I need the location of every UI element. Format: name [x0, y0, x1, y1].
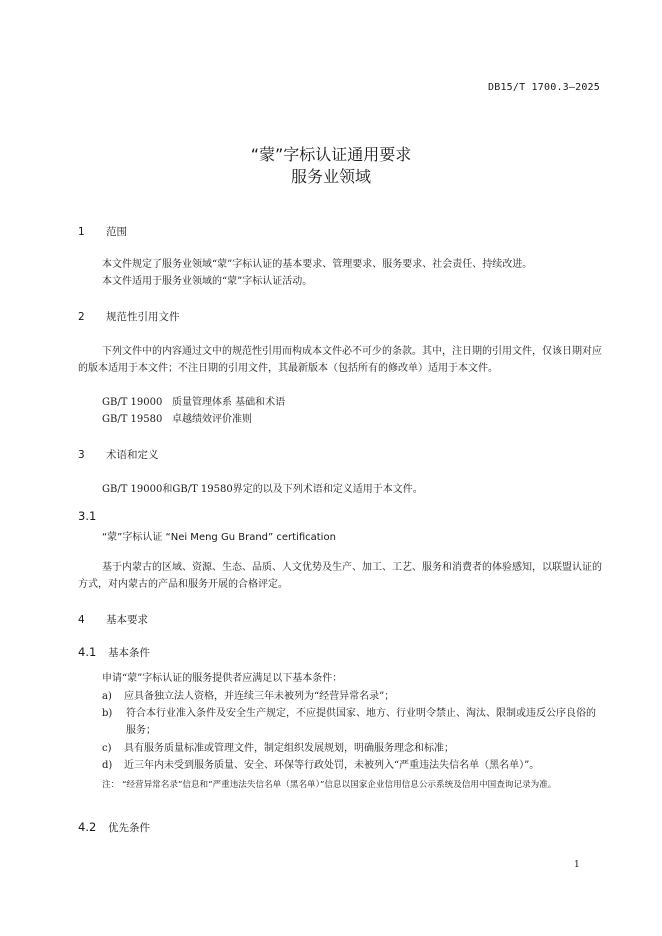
section-number: 3 — [78, 449, 85, 461]
list-marker: a) — [102, 691, 112, 702]
terms-intro-paragraph: GB/T 19000和GB/T 19580界定的以及下列术语和定义适用于本文件。 — [102, 484, 423, 495]
list-item-text: 近三年内未受到服务质量、安全、环保等行政处罚，未被列入“严重违法失信名单（黑名单）”。 — [124, 760, 540, 771]
reference-code: GB/T 19000 — [102, 397, 163, 408]
subsection-title: 基本条件 — [108, 647, 150, 659]
list-item-text: 具有服务质量标准或管理文件，制定组织发展规划，明确服务理念和标准； — [124, 743, 454, 754]
reference-entry — [102, 411, 252, 428]
term-definition: 基于内蒙古的区域、资源、生态、品质、人文优势及生产、加工、工艺、服务和消费者的体验感知，以联盟认证的方式，对内蒙古的产品和服务开展的合格评定。 — [78, 562, 602, 590]
document-subtitle: 服务业领域 — [290, 167, 371, 186]
list-marker: c) — [102, 743, 112, 754]
subsection-title: 优先条件 — [108, 822, 150, 834]
section-title: 术语和定义 — [106, 449, 159, 461]
list-marker: b) — [102, 708, 113, 719]
term-entry: “蒙”字标认证 “Nei Meng Gu Brand” certification — [102, 532, 336, 543]
basic-conditions-intro: 申请“蒙”字标认证的服务提供者应满足以下基本条件： — [102, 673, 343, 684]
subsection-number: 4.1 — [78, 645, 97, 659]
list-item-text: 符合本行业准入条件及安全生产规定，不应提供国家、地方、行业明令禁止、淘汰、限制或违反公序良俗的服务； — [126, 708, 596, 736]
subsection-4-2-heading — [78, 820, 150, 835]
note-text: “经营异常名录”信息和“严重违法失信名单（黑名单）”信息以国家企业信用信息公示系统及信用中国查询记录为准。 — [122, 780, 557, 790]
section-number: 4 — [78, 614, 85, 626]
subsection-number: 4.2 — [78, 820, 97, 834]
page-number: 1 — [574, 860, 580, 870]
section-title: 基本要求 — [106, 614, 148, 626]
list-marker: d) — [102, 760, 113, 771]
reference-title: 质量管理体系 基础和术语 — [172, 397, 286, 408]
scope-paragraph-1: 本文件规定了服务业领域“蒙”字标认证的基本要求、管理要求、服务要求、社会责任、持续改进。 — [102, 259, 533, 270]
subsection-3-1-number: 3.1 — [78, 509, 97, 523]
note-label: 注： — [102, 780, 120, 790]
section-number: 2 — [78, 311, 85, 323]
document-code: DB15/T 1700.3—2025 — [488, 82, 600, 93]
scope-paragraph-2: 本文件适用于服务业领域的“蒙”字标认证活动。 — [102, 276, 313, 287]
list-item — [102, 705, 602, 739]
section-title: 规范性引用文件 — [106, 311, 180, 323]
list-item — [102, 740, 454, 757]
normative-references-paragraph: 下列文件中的内容通过文中的规范性引用而构成本文件必不可少的条款。其中，注日期的引用文件，仅该日期对应的版本适用于本文件；不注日期的引用文件，其最新版本（包括所有的修改单）适用于本文件。 — [78, 346, 602, 374]
note — [102, 777, 602, 793]
reference-code: GB/T 19580 — [102, 414, 163, 425]
subsection-4-1-heading — [78, 645, 150, 660]
section-1-heading — [78, 224, 127, 239]
section-number: 1 — [78, 226, 85, 238]
list-item — [102, 688, 394, 705]
section-2-heading — [78, 309, 180, 324]
list-item-text: 应具备独立法人资格，并连续三年未被列为“经营异常名录”； — [124, 691, 395, 702]
list-item — [102, 757, 539, 774]
document-title: “蒙”字标认证通用要求 — [250, 145, 412, 164]
section-4-heading — [78, 612, 148, 627]
section-3-heading — [78, 447, 159, 462]
reference-title: 卓越绩效评价准则 — [172, 414, 252, 425]
reference-entry — [102, 394, 285, 411]
section-title: 范围 — [106, 226, 127, 238]
